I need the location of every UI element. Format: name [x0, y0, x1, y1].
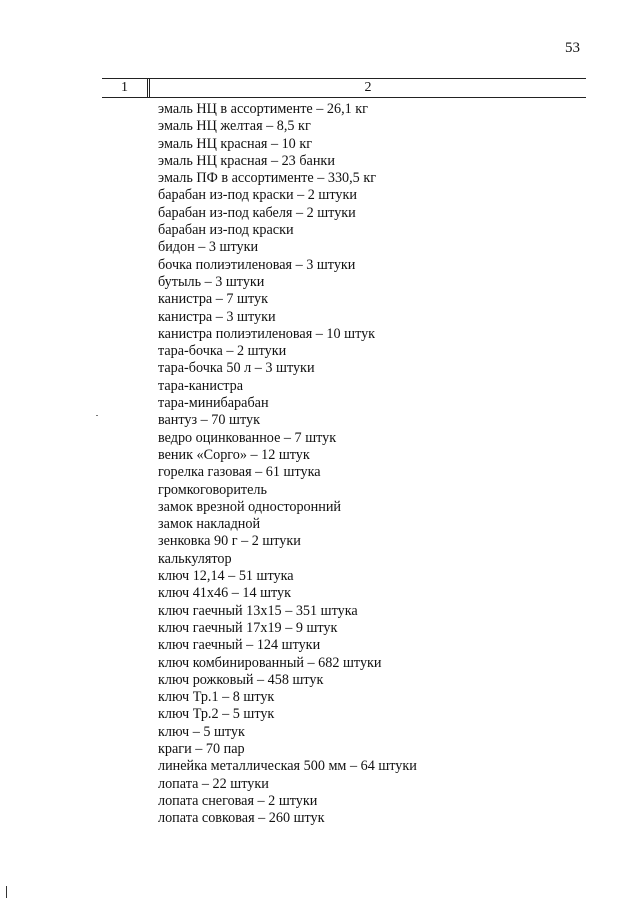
list-item: тара-канистра: [158, 377, 244, 394]
list-item: канистра – 3 штуки: [158, 308, 276, 325]
item-list: [158, 101, 578, 827]
list-item: горелка газовая – 61 штука: [158, 464, 321, 481]
list-item: громкоговоритель: [158, 481, 267, 498]
column-1-header: 1: [121, 80, 128, 95]
table-header: [102, 78, 586, 98]
list-item: бочка полиэтиленовая – 3 штуки: [158, 256, 356, 273]
list-item: лопата совковая – 260 штук: [158, 810, 325, 827]
list-item: эмаль НЦ желтая – 8,5 кг: [158, 118, 311, 135]
list-item: лопата – 22 штуки: [158, 775, 269, 792]
list-item: ключ – 5 штук: [158, 723, 245, 740]
list-item: замок врезной односторонний: [158, 498, 342, 515]
list-item: веник «Сорго» – 12 штук: [158, 446, 310, 463]
list-item: барабан из-под краски: [158, 222, 294, 239]
list-item: линейка металлическая 500 мм – 64 штуки: [158, 758, 417, 775]
page-number: 53: [565, 40, 580, 56]
list-item: ключ Тр.1 – 8 штук: [158, 689, 275, 706]
list-item: ключ гаечный – 124 штуки: [158, 637, 321, 654]
list-item: ведро оцинкованное – 7 штук: [158, 429, 337, 446]
list-item: ключ рожковый – 458 штук: [158, 671, 324, 688]
list-item: канистра полиэтиленовая – 10 штук: [158, 325, 376, 342]
list-item: ключ гаечный 13х15 – 351 штука: [158, 602, 358, 619]
list-item: эмаль НЦ в ассортименте – 26,1 кг: [158, 101, 368, 117]
column-2-header: 2: [364, 80, 372, 95]
list-item: калькулятор: [158, 550, 232, 567]
list-item: эмаль ПФ в ассортименте – 330,5 кг: [158, 170, 377, 187]
scan-speck: [96, 415, 98, 416]
list-item: эмаль НЦ красная – 10 кг: [158, 135, 313, 152]
list-item: тара-минибарабан: [158, 395, 269, 412]
list-item: ключ 41х46 – 14 штук: [158, 585, 292, 602]
list-item: ключ Тр.2 – 5 штук: [158, 706, 275, 723]
list-item: лопата снеговая – 2 штуки: [158, 792, 318, 809]
list-item: вантуз – 70 штук: [158, 412, 260, 429]
scan-edge-mark: [6, 886, 7, 898]
list-item: бутыль – 3 штуки: [158, 273, 265, 290]
list-item: бидон – 3 штуки: [158, 239, 259, 256]
list-item: барабан из-под кабеля – 2 штуки: [158, 204, 356, 221]
list-item: зенковка 90 г – 2 штуки: [158, 533, 301, 550]
list-item: краги – 70 пар: [158, 740, 245, 757]
list-item: канистра – 7 штук: [158, 291, 268, 308]
list-item: тара-бочка 50 л – 3 штуки: [158, 360, 315, 377]
list-item: ключ гаечный 17х19 – 9 штук: [158, 619, 338, 636]
list-item: ключ 12,14 – 51 штука: [158, 568, 294, 585]
list-item: барабан из-под краски – 2 штуки: [158, 187, 357, 204]
list-item: ключ комбинированный – 682 штуки: [158, 654, 382, 671]
list-item: тара-бочка – 2 штуки: [158, 343, 287, 360]
list-item: эмаль НЦ красная – 23 банки: [158, 152, 335, 169]
list-item: замок накладной: [158, 516, 261, 533]
